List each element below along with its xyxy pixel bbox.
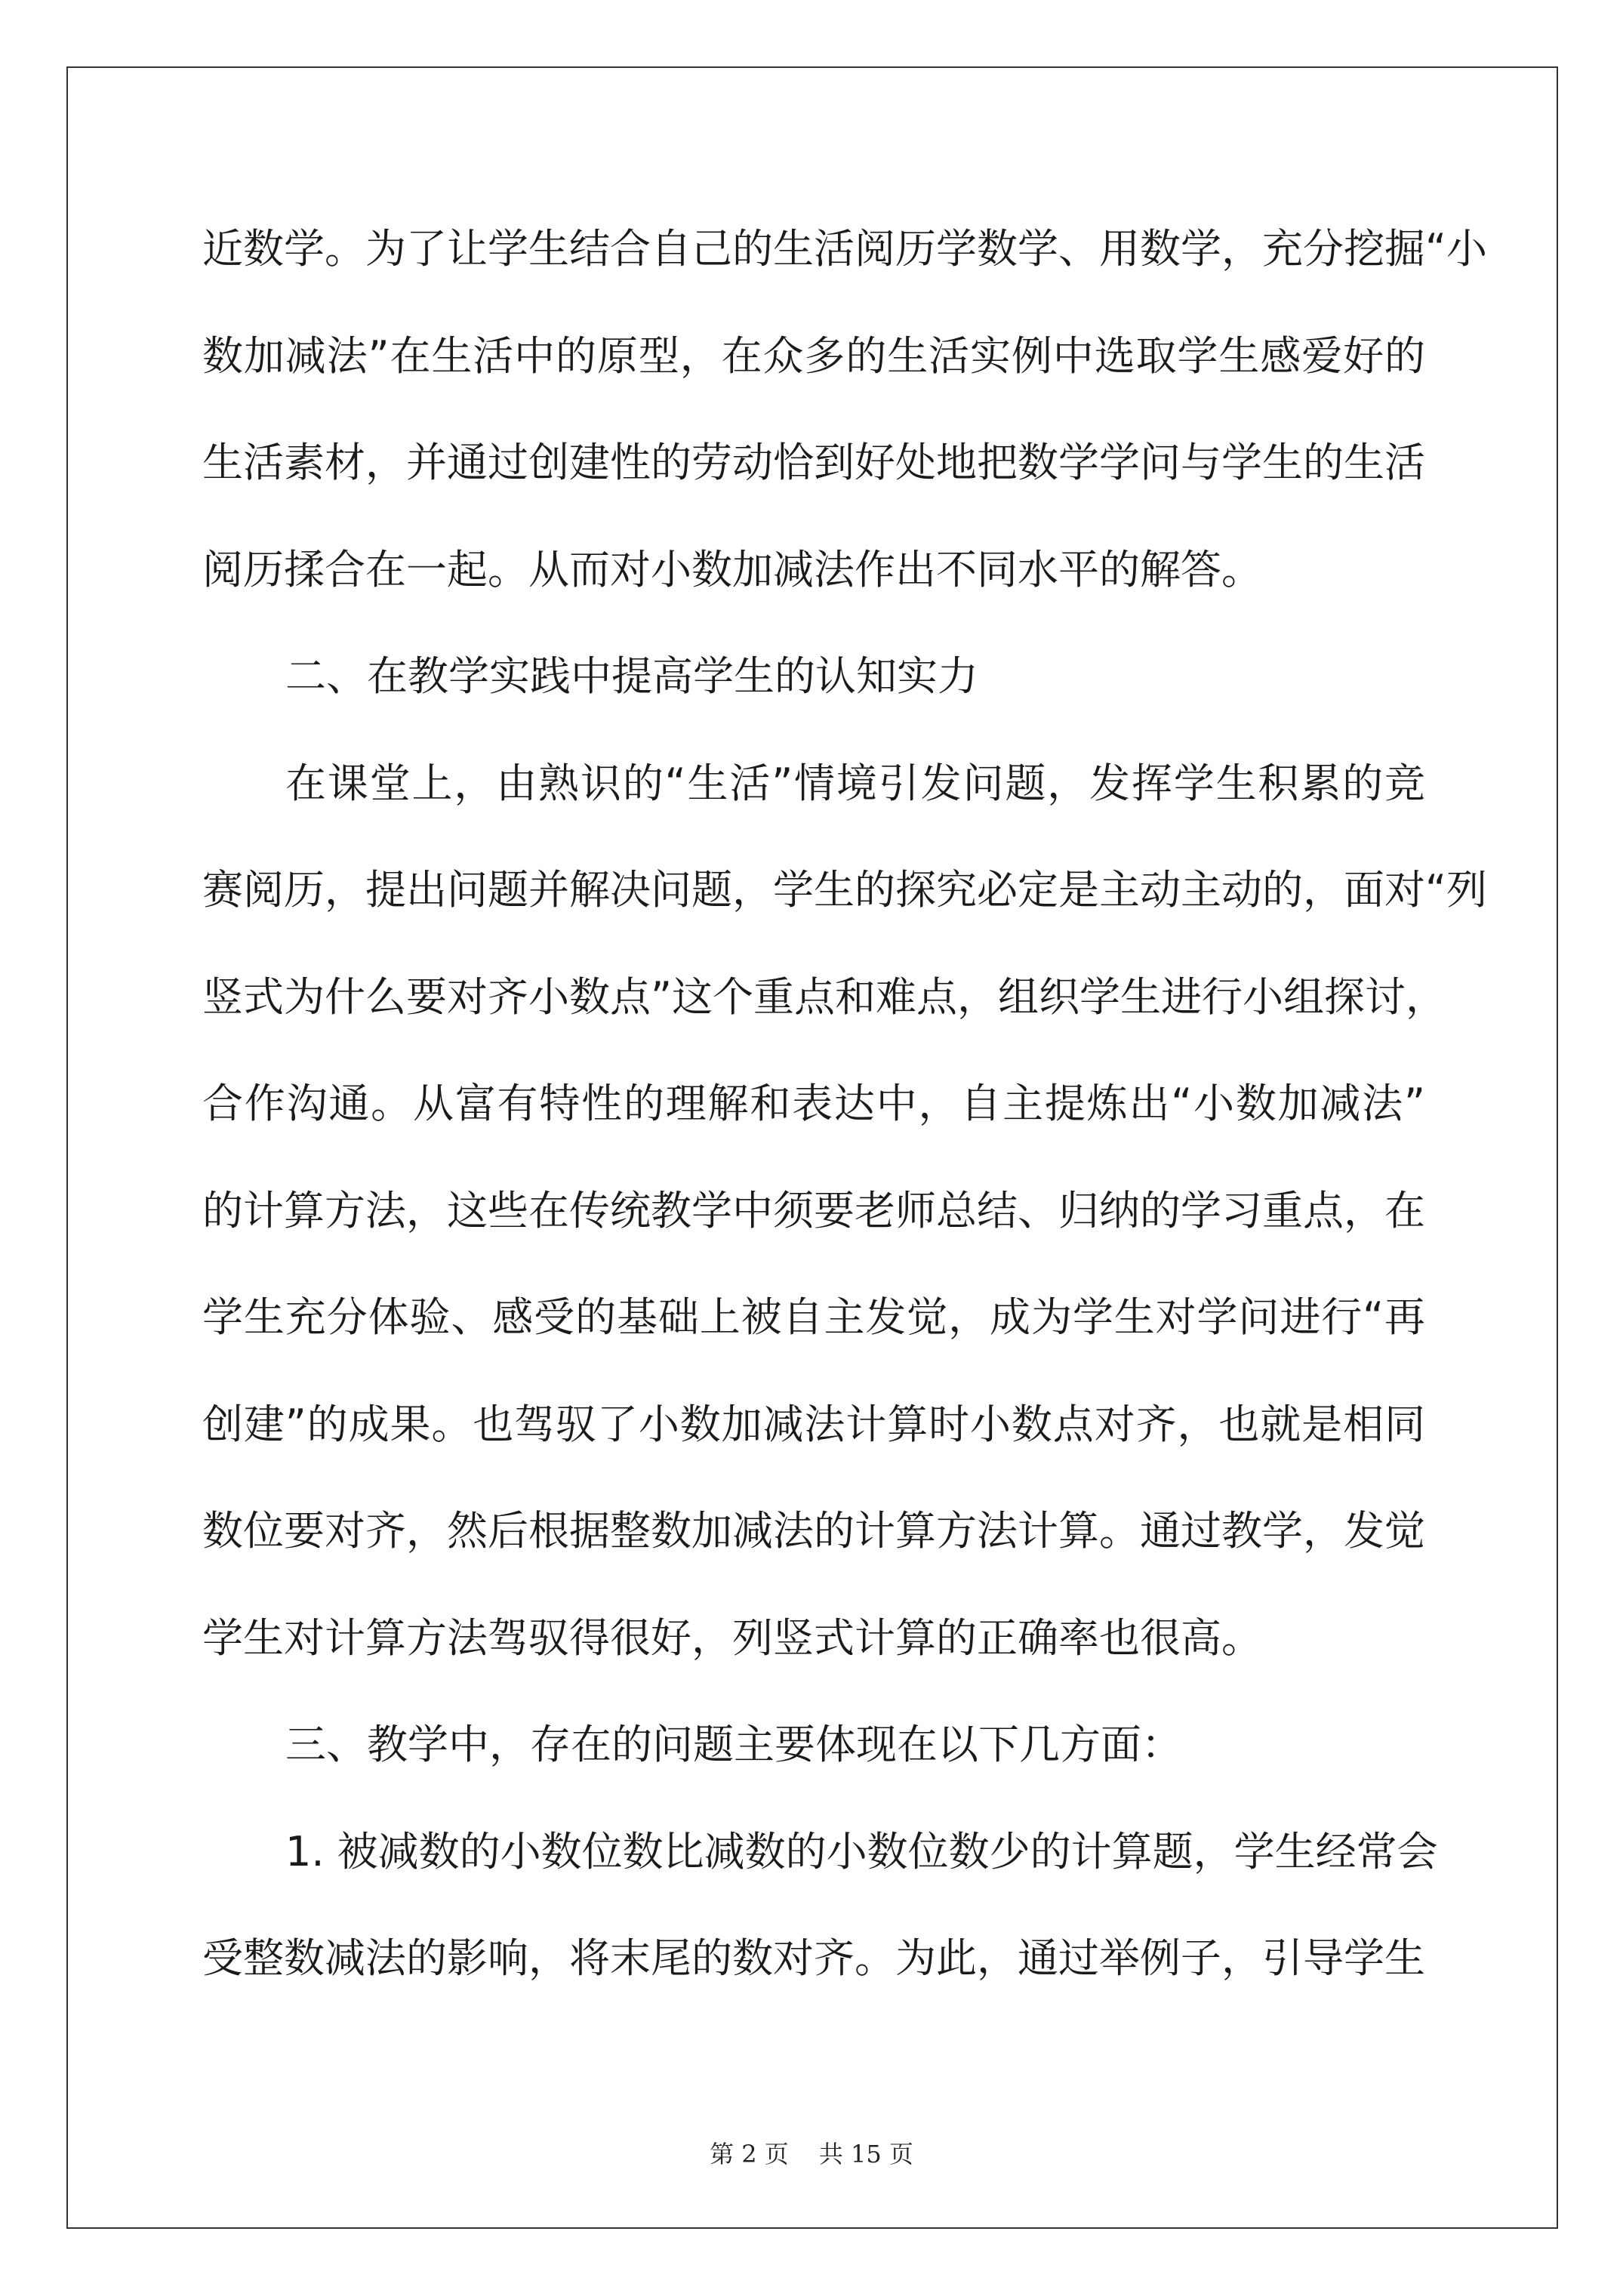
paragraph-line: 数位要对齐，然后根据整数加减法的计算方法计算。通过教学，发觉 <box>202 1507 1425 1555</box>
paragraph-line: 创建”的成果。也驾驭了小数加减法计算时小数点对齐，也就是相同 <box>202 1400 1425 1448</box>
paragraph-line: 学生充分体验、感受的基础上被自主发觉，成为学生对学问进行“再 <box>202 1293 1425 1341</box>
paragraph-line: 生活素材，并通过创建性的劳动恰到好处地把数学学问与学生的生活 <box>202 439 1425 486</box>
paragraph-line: 数加减法”在生活中的原型，在众多的生活实例中选取学生感爱好的 <box>202 331 1425 380</box>
paragraph-line: 的计算方法，这些在传统教学中须要老师总结、归纳的学习重点，在 <box>202 1186 1425 1234</box>
document-body <box>202 211 1487 2028</box>
paragraph-line: 阅历揉合在一起。从而对小数加减法作出不同水平的解答。 <box>202 545 1262 593</box>
paragraph-line: 学生对计算方法驾驭得很好，列竖式计算的正确率也很高。 <box>202 1613 1262 1662</box>
paragraph-line: 1. 被减数的小数位数比减数的小数位数少的计算题，学生经常会 <box>285 1827 1438 1875</box>
paragraph-line: 竖式为什么要对齐小数点”这个重点和难点，组织学生进行小组探讨， <box>202 972 1446 1021</box>
page-total: 共 15 页 <box>818 2140 913 2168</box>
paragraph-line: 受整数减法的影响，将末尾的数对齐。为此，通过举例子，引导学生 <box>202 1934 1425 1982</box>
page-number: 第 2 页 <box>710 2140 789 2168</box>
paragraph-line: 合作沟通。从富有特性的理解和表达中，自主提炼出“小数加减法” <box>202 1080 1425 1127</box>
paragraph-line: 赛阅历，提出问题并解决问题，学生的探究必定是主动主动的，面对“列 <box>202 866 1487 914</box>
paragraph-line: 近数学。为了让学生结合自己的生活阅历学数学、用数学，充分挖掘“小 <box>202 225 1487 273</box>
section-heading: 二、在教学实践中提高学生的认知实力 <box>285 652 978 700</box>
paragraph-line: 在课堂上，由熟识的“生活”情境引发问题，发挥学生积累的竞 <box>285 759 1425 807</box>
section-heading: 三、教学中，存在的问题主要体现在以下几方面： <box>285 1721 1182 1768</box>
page-footer <box>0 2135 1623 2170</box>
